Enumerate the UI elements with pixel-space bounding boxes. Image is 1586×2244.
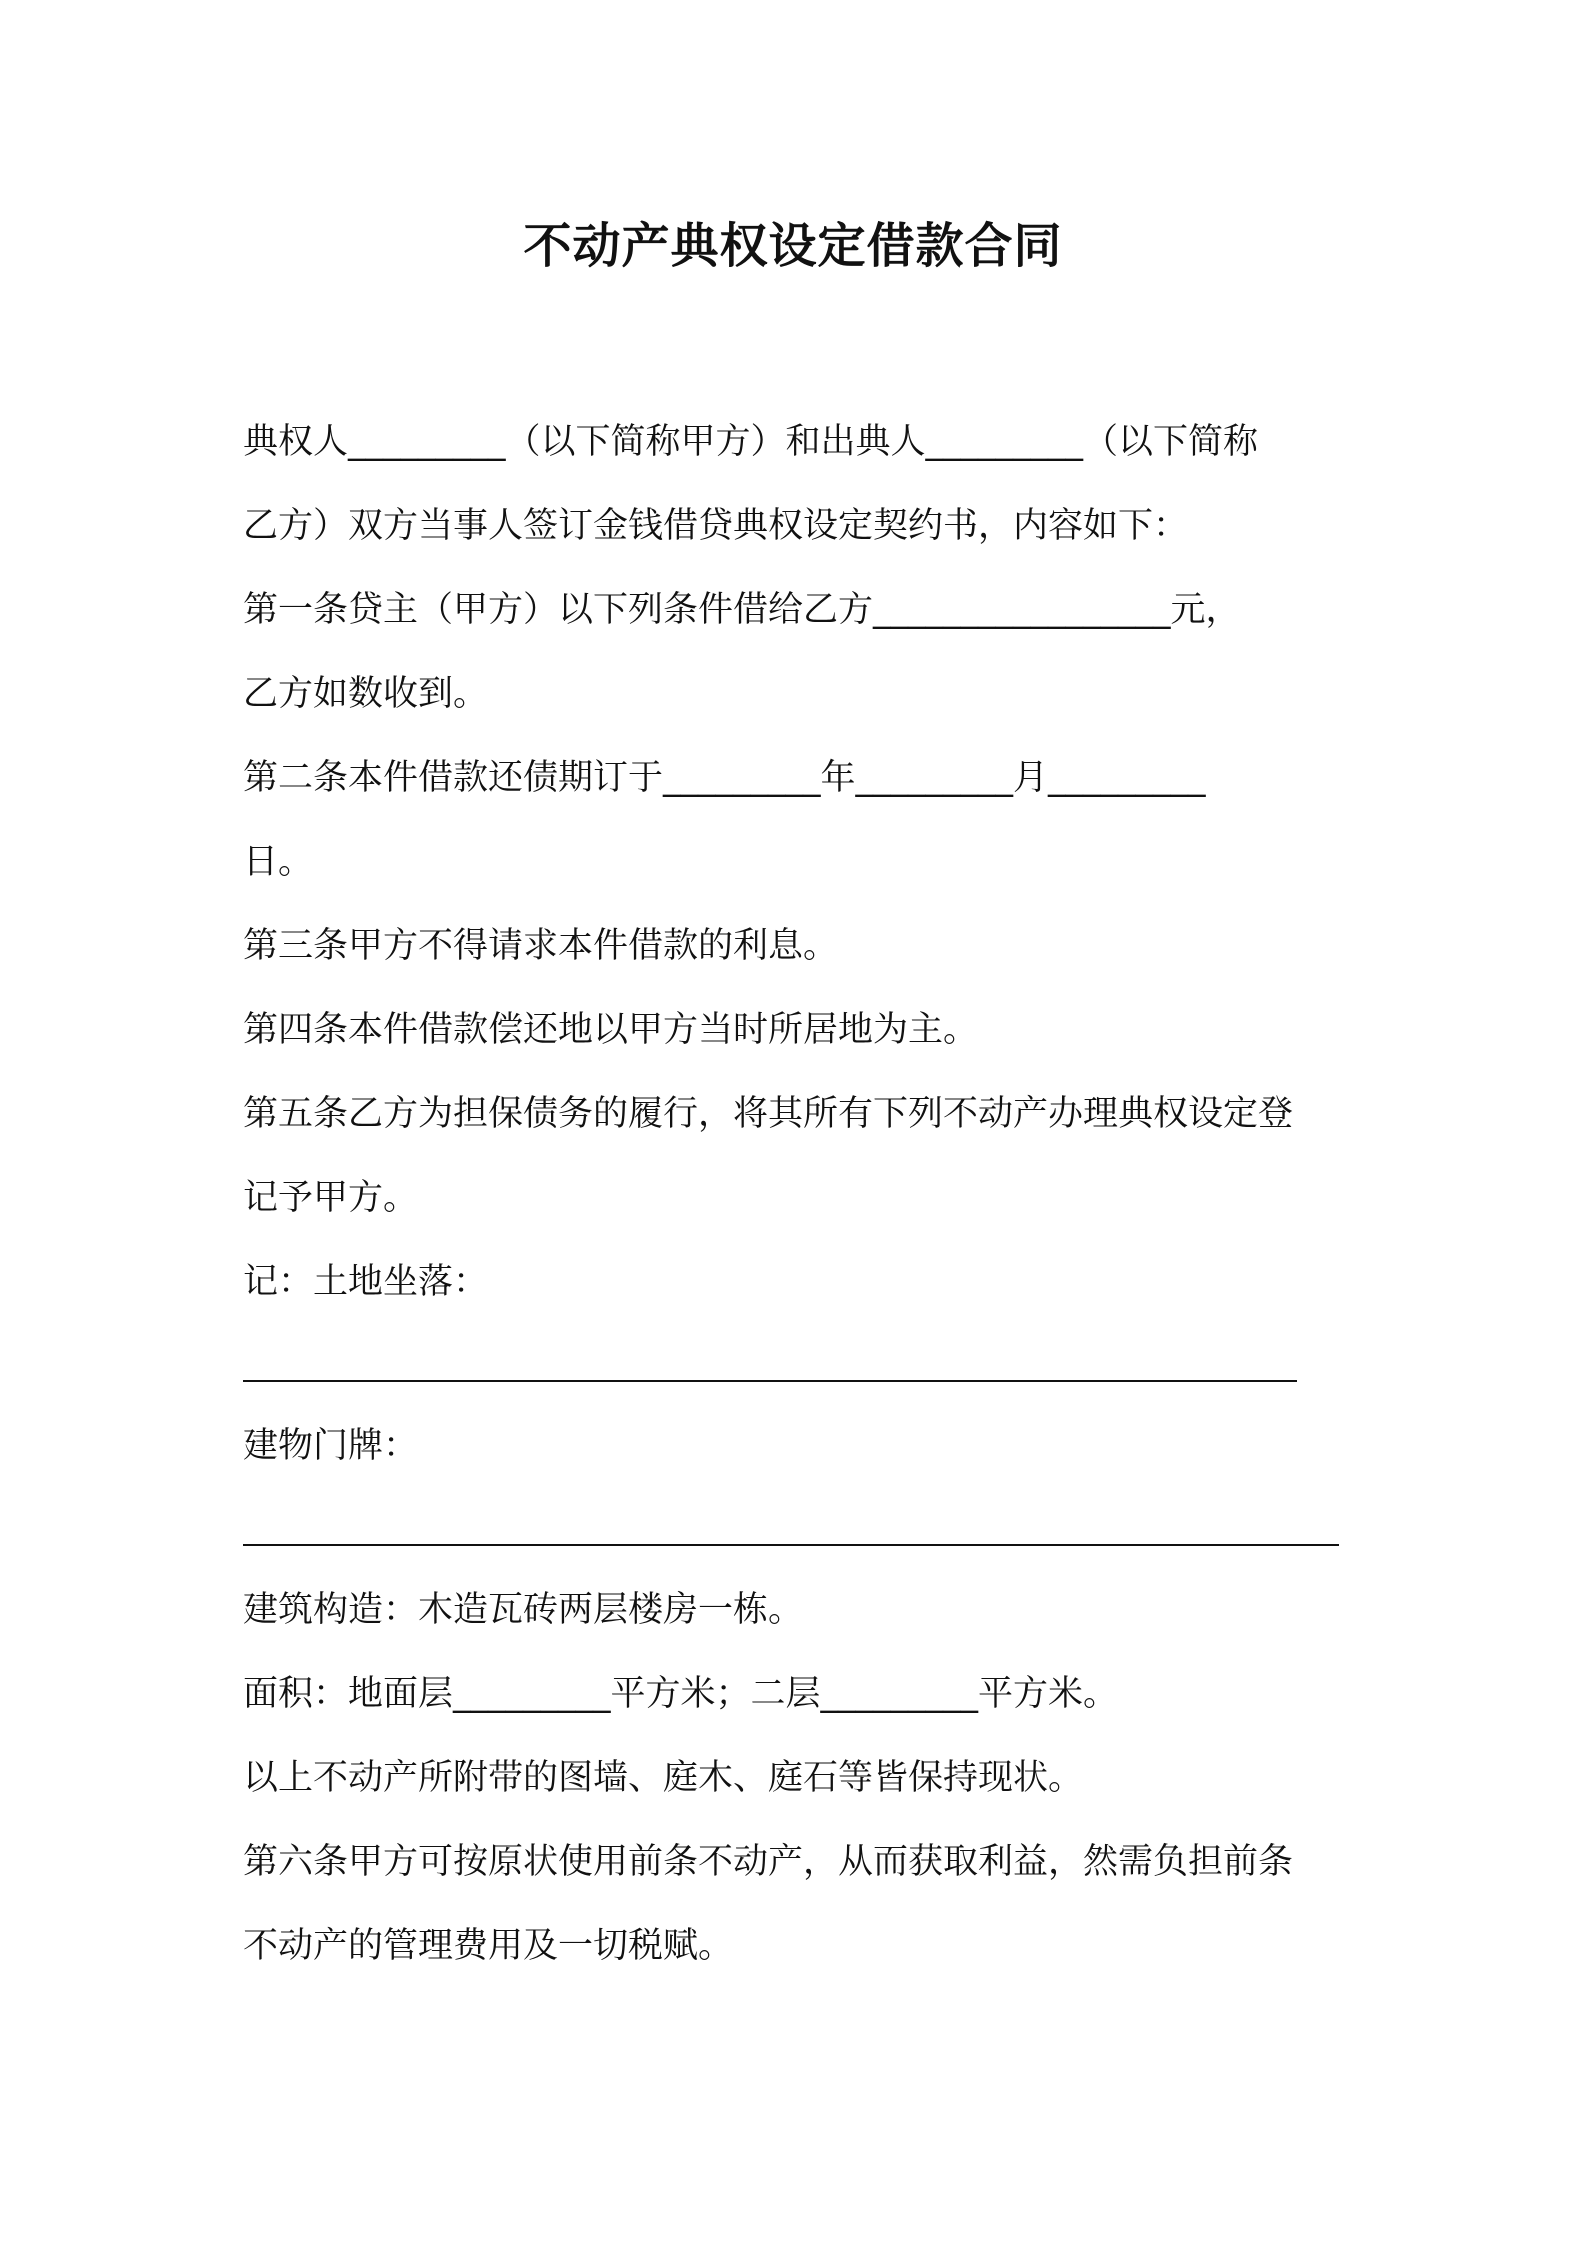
land-location-blank	[243, 1324, 1363, 1404]
contract-body	[243, 400, 1363, 1988]
contract-title: 不动产典权设定借款合同	[523, 218, 1063, 274]
area-line: 面积：地面层_________平方米；二层_________平方米。	[243, 1674, 1119, 1714]
article-6-line-2: 不动产的管理费用及一切税赋。	[243, 1926, 734, 1966]
article-3: 第三条甲方不得请求本件借款的利息。	[243, 926, 839, 966]
attached-items-line: 以上不动产所附带的图墙、庭木、庭石等皆保持现状。	[243, 1758, 1084, 1798]
article-1-line-1: 第一条贷主（甲方）以下列条件借给乙方_________________元，	[243, 590, 1241, 630]
article-2-line-2: 日。	[243, 842, 314, 882]
land-location-underline	[243, 1380, 1297, 1382]
building-number-blank	[243, 1488, 1363, 1568]
article-4: 第四条本件借款偿还地以甲方当时所居地为主。	[243, 1010, 979, 1050]
paragraph-parties-line-2: 乙方）双方当事人签订金钱借贷典权设定契约书，内容如下：	[243, 506, 1189, 546]
paragraph-parties-line-1: 典权人_________（以下简称甲方）和出典人_________（以下简称	[243, 422, 1259, 462]
building-number-underline	[243, 1544, 1339, 1546]
article-6-line-1: 第六条甲方可按原状使用前条不动产，从而获取利益，然需负担前条	[243, 1842, 1294, 1882]
article-2-line-1: 第二条本件借款还债期订于_________年_________月_________	[243, 758, 1206, 798]
article-5-line-1: 第五条乙方为担保债务的履行，将其所有下列不动产办理典权设定登	[243, 1094, 1294, 1134]
land-location-label: 记：土地坐落：	[243, 1262, 489, 1302]
article-5-line-2: 记予甲方。	[243, 1178, 419, 1218]
article-1-line-2: 乙方如数收到。	[243, 674, 489, 714]
building-number-label: 建物门牌：	[243, 1426, 419, 1466]
building-structure: 建筑构造：木造瓦砖两层楼房一栋。	[243, 1590, 804, 1630]
